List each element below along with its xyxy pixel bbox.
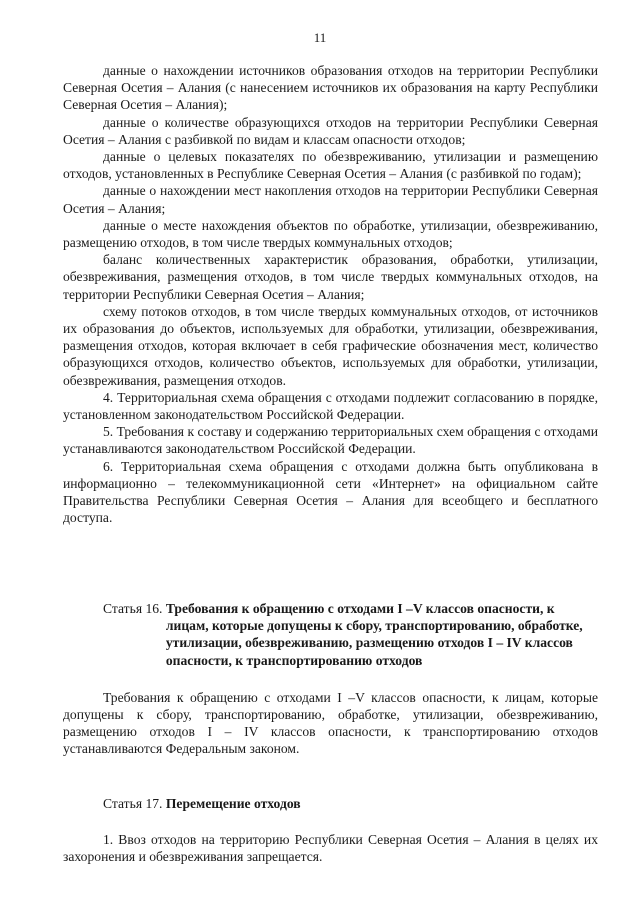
article-17-title: Перемещение отходов <box>165 796 301 811</box>
paragraph: 5. Требования к составу и содержанию территориальных схем обращения с отходами устанавливаются законодательством Российской Федерации. <box>63 424 598 457</box>
article-17-number: Статья 17. <box>103 796 166 811</box>
paragraph: 4. Территориальная схема обращения с отходами подлежит согласованию в порядке, установленном законодательством Российской Федерации. <box>63 389 598 423</box>
article-17-heading <box>63 795 598 812</box>
paragraph: баланс количественных характеристик образования, обработки, утилизации, обезвреживания, размещения отходов, в том числе твердых коммунальных отходов, на территории Республики Северная Осетия – Алания; <box>63 252 598 302</box>
article-17 <box>63 795 598 866</box>
article-16-body <box>63 689 598 758</box>
paragraph: 6. Территориальная схема обращения с отходами должна быть опубликована в информационно – телекоммуникационной сети «Интернет» на официальном сайте Правительства Республики Северная Осетия – Алания для всеобщего и бесплатного доступа. <box>63 458 598 526</box>
article-16 <box>63 600 598 758</box>
article-16-heading <box>63 600 598 669</box>
paragraph: схему потоков отходов, в том числе твердых коммунальных отходов, от источников их образования до объектов, используемых для обработки, утилизации, обезвреживания, размещения отходов, которая включает в себя графические обозначения мест, количество образующихся отходов, количество объектов, используемых для обработки, утилизации, обезвреживания, размещения отходов. <box>63 303 598 388</box>
paragraph: данные о нахождении источников образования отходов на территории Республики Северная Осетия – Алания (с нанесением источников их образования на карту Республики Северная Осетия – Алания); <box>63 63 598 113</box>
paragraph: данные о месте нахождения объектов по обработке, утилизации, обезвреживанию, размещению отходов, в том числе твердых коммунальных отходов; <box>63 217 598 251</box>
paragraph: Требования к обращению с отходами I –V классов опасности, к лицам, которые допущены к сбору, транспортированию, обработке, утилизации, обезвреживанию, размещению отходов I – IV классов опасности, к транспортированию отходов устанавливаются Федеральным законом. <box>63 689 598 757</box>
paragraph: 1. Ввоз отходов на территорию Республики Северная Осетия – Алания в целях их захоронения и обезвреживания запрещается. <box>63 832 598 865</box>
page-number: 11 <box>313 30 327 45</box>
article-16-title: Требования к обращению с отходами I –V классов опасности, к лицам, которые допущены к сбору, транспортированию, обработке, утилизации, обезвреживанию, размещению отходов I – IV классов опасности, к транспортированию отходов <box>165 601 583 668</box>
paragraph: данные о количестве образующихся отходов на территории Республики Северная Осетия – Алания с разбивкой по видам и классам опасности отходов; <box>63 114 598 147</box>
article-17-body <box>63 831 598 865</box>
article-16-number: Статья 16. <box>103 601 166 616</box>
intro-section <box>63 62 598 526</box>
paragraph: данные о нахождении мест накопления отходов на территории Республики Северная Осетия – Алания; <box>63 183 598 216</box>
paragraph: данные о целевых показателях по обезвреживанию, утилизации и размещению отходов, установленных в Республике Северная Осетия – Алания (с разбивкой по годам); <box>63 149 598 182</box>
